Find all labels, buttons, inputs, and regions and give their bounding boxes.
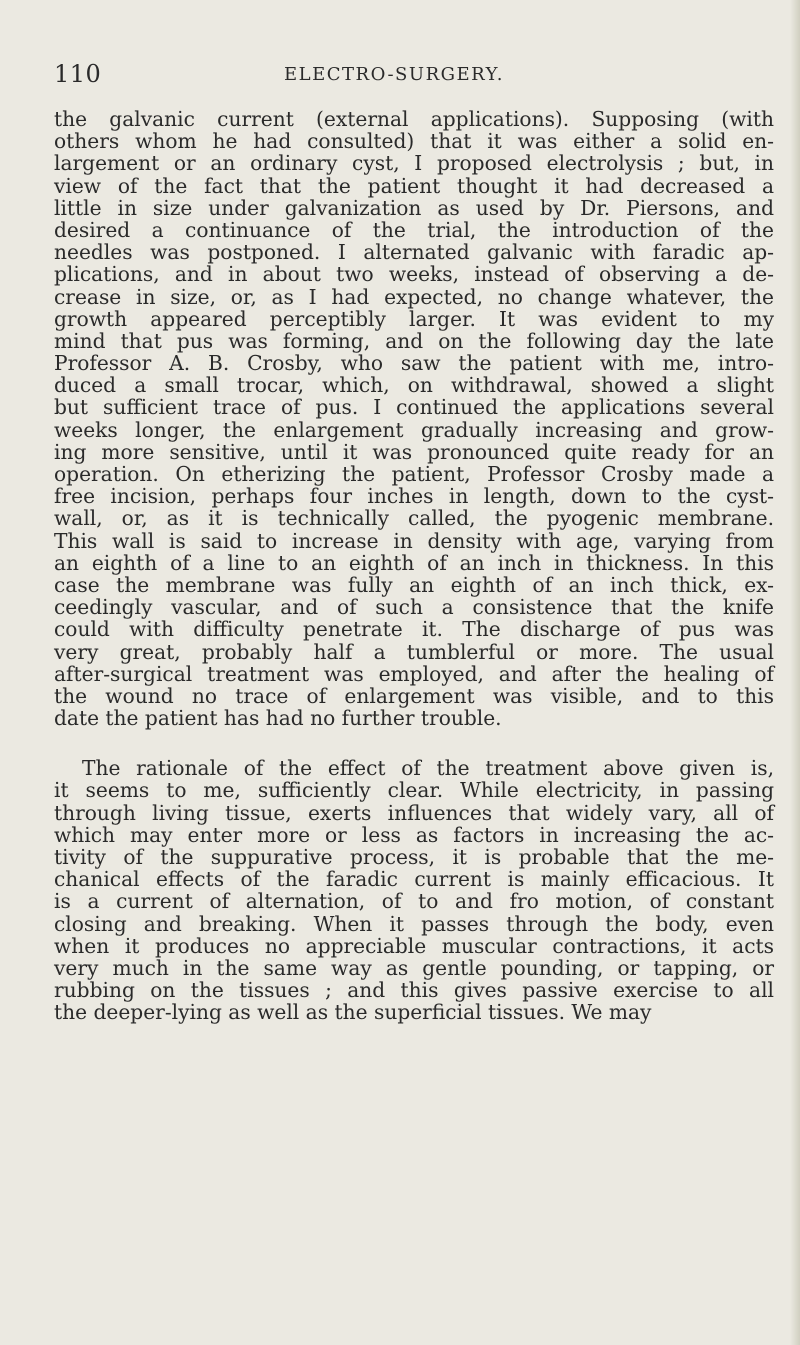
text-line: is a current of alternation, of to and fro motion, of constant bbox=[54, 889, 774, 914]
text-line: date the patient has had no further trouble. bbox=[54, 706, 502, 731]
text-line: the galvanic current (external applications). Supposing (with bbox=[54, 107, 774, 131]
text-line: closing and breaking. When it passes through the body, even bbox=[54, 911, 774, 936]
text-line: could with difficulty penetrate it. The discharge of pus was bbox=[54, 617, 774, 642]
paragraph bbox=[54, 108, 774, 729]
text-line: when it produces no appreciable muscular contractions, it acts bbox=[54, 933, 774, 958]
text-line: weeks longer, the enlargement gradually increasing and grow- bbox=[54, 417, 774, 442]
text-line: others whom he had consulted) that it was either a solid en- bbox=[54, 129, 774, 154]
text-line: very much in the same way as gentle pounding, or tapping, or bbox=[54, 955, 774, 980]
body-text bbox=[54, 108, 774, 1024]
text-line: desired a continuance of the trial, the introduction of the bbox=[54, 217, 774, 242]
text-line: largement or an ordinary cyst, I proposed electrolysis ; but, in bbox=[54, 151, 774, 176]
text-line: chanical effects of the faradic current is mainly efficacious. It bbox=[54, 867, 774, 892]
text-line: plications, and in about two weeks, instead of observing a de- bbox=[54, 262, 774, 287]
text-line: the deeper-lying as well as the superficial tissues. We may bbox=[54, 1000, 652, 1025]
text-line: The rationale of the effect of the treatment above given is, bbox=[82, 756, 774, 781]
text-line: mind that pus was forming, and on the following day the late bbox=[54, 328, 774, 353]
text-line: rubbing on the tissues ; and this gives passive exercise to all bbox=[54, 978, 774, 1003]
paragraph bbox=[54, 757, 774, 1023]
page-number: 110 bbox=[54, 60, 102, 88]
text-line: very great, probably half a tumblerful or more. The usual bbox=[54, 639, 774, 664]
text-line: an eighth of a line to an eighth of an inch in thickness. In this bbox=[54, 550, 774, 575]
text-line: operation. On etherizing the patient, Professor Crosby made a bbox=[54, 462, 774, 486]
text-line: Professor A. B. Crosby, who saw the patient with me, intro- bbox=[54, 351, 774, 376]
text-line: This wall is said to increase in density with age, varying from bbox=[54, 528, 774, 553]
page-header bbox=[54, 48, 754, 88]
text-line: through living tissue, exerts influences that widely vary, all of bbox=[54, 800, 774, 825]
text-line: the wound no trace of enlargement was visible, and to this bbox=[54, 683, 774, 708]
text-line: but sufficient trace of pus. I continued the applications several bbox=[54, 395, 774, 420]
text-line: free incision, perhaps four inches in length, down to the cyst- bbox=[54, 484, 774, 509]
text-line: needles was postponed. I alternated galvanic with faradic ap- bbox=[54, 240, 774, 265]
text-line: duced a small trocar, which, on withdrawal, showed a slight bbox=[54, 373, 774, 398]
text-line: view of the fact that the patient thought it had decreased a bbox=[54, 173, 774, 198]
page-edge bbox=[790, 0, 800, 1345]
text-line: it seems to me, sufficiently clear. While electricity, in passing bbox=[54, 778, 774, 803]
text-line: crease in size, or, as I had expected, no change whatever, the bbox=[54, 284, 774, 309]
text-line: growth appeared perceptibly larger. It was evident to my bbox=[54, 306, 774, 331]
text-line: after-surgical treatment was employed, and after the healing of bbox=[54, 661, 774, 686]
text-line: case the membrane was fully an eighth of an inch thick, ex- bbox=[54, 572, 774, 597]
text-line: ing more sensitive, until it was pronounced quite ready for an bbox=[54, 439, 774, 464]
text-line: which may enter more or less as factors in increasing the ac- bbox=[54, 822, 774, 847]
paragraph-gap bbox=[54, 729, 774, 757]
text-line: tivity of the suppurative process, it is probable that the me- bbox=[54, 845, 774, 869]
text-line: ceedingly vascular, and of such a consistence that the knife bbox=[54, 595, 774, 620]
running-head: ELECTRO-SURGERY. bbox=[284, 64, 504, 85]
text-line: little in size under galvanization as used by Dr. Piersons, and bbox=[54, 195, 774, 220]
text-line: wall, or, as it is technically called, the pyogenic membrane. bbox=[54, 506, 774, 531]
